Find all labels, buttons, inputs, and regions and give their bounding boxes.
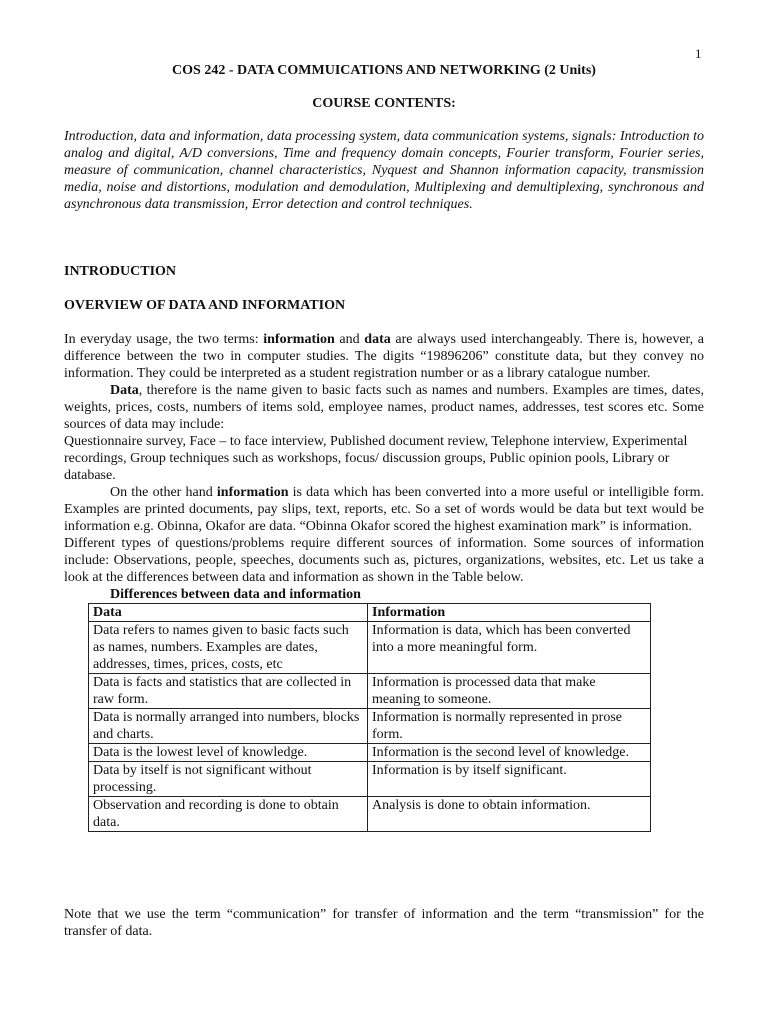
differences-table	[88, 603, 651, 832]
paragraph-2: Data, therefore is the name given to basic facts such as names and numbers. Examples are times, dates, weights, prices, costs, numbers of items sold, employee names, product names, addresses, test scores etc. Some sources of data may include:	[64, 383, 704, 432]
table-cell: Information is data, which has been converted into a more meaningful form.	[368, 622, 651, 674]
table-cell: Data is normally arranged into numbers, blocks and charts.	[89, 709, 368, 744]
paragraph-5: Different types of questions/problems require different sources of information. Some sources of information include: Observations, people, speeches, documents such as, pictures, organizations, websites, etc. Let us take a look at the differences between data and information as shown in the Table below.	[64, 536, 704, 585]
table-header-data: Data	[89, 604, 368, 622]
table-cell: Information is the second level of knowledge.	[368, 744, 651, 762]
paragraph-4: On the other hand information is data which has been converted into a more useful or intelligible form. Examples are printed documents, pay slips, text, reports, etc. So a set of words would be data but text would be information e.g. Obinna, Okafor are data. “Obinna Okafor scored the highest examination mark” is information.	[64, 485, 704, 534]
table-cell: Data refers to names given to basic facts such as names, numbers. Examples are dates, addresses, times, prices, costs, etc	[89, 622, 368, 674]
table-cell: Data is facts and statistics that are collected in raw form.	[89, 674, 368, 709]
table-header-row	[89, 604, 651, 622]
table-cell: Data is the lowest level of knowledge.	[89, 744, 368, 762]
table-cell: Data by itself is not significant without processing.	[89, 762, 368, 797]
paragraph-1: In everyday usage, the two terms: information and data are always used interchangeably. There is, however, a difference between the two in computer studies. The digits “19896206” constitute data, but they convey no information. They could be interpreted as a student registration number or as a library catalogue number.	[64, 332, 704, 381]
introduction-heading: INTRODUCTION	[64, 264, 177, 279]
course-contents-heading: COURSE CONTENTS:	[312, 96, 456, 111]
table-cell: Analysis is done to obtain information.	[368, 797, 651, 832]
body-text	[64, 331, 704, 832]
table-row	[89, 622, 651, 674]
course-contents-text: Introduction, data and information, data processing system, data communication systems, signals: Introduction to analog and digital, A/D conversions, Time and frequency domain concepts, Fourier transform, Fourier series, measure of communication, channel characteristics, Nyquest and Shannon information capacity, transmission media, noise and distortions, modulation and demodulation, Multiplexing and demultiplexing, synchronous and asynchronous data transmission, Error detection and control techniques.	[64, 129, 704, 212]
table-title: Differences between data and information	[110, 587, 361, 602]
table-header-information: Information	[368, 604, 651, 622]
table-row	[89, 762, 651, 797]
table-row	[89, 674, 651, 709]
table-cell: Observation and recording is done to obtain data.	[89, 797, 368, 832]
paragraph-3: Questionnaire survey, Face – to face interview, Published document review, Telephone interview, Experimental recordings, Group techniques such as workshops, focus/ discussion groups, Public opinion pools, Library or database.	[64, 434, 688, 483]
overview-heading: OVERVIEW OF DATA AND INFORMATION	[64, 298, 346, 313]
table-cell: Information is processed data that make meaning to someone.	[368, 674, 651, 709]
table-cell: Information is by itself significant.	[368, 762, 651, 797]
page-number: 1	[695, 46, 702, 61]
table-row	[89, 797, 651, 832]
table-cell: Information is normally represented in prose form.	[368, 709, 651, 744]
table-row	[89, 709, 651, 744]
note-paragraph: Note that we use the term “communication” for transfer of information and the term “transmission” for the transfer of data.	[64, 907, 704, 939]
course-title: COS 242 - DATA COMMUICATIONS AND NETWORKING (2 Units)	[172, 63, 596, 78]
table-row	[89, 744, 651, 762]
